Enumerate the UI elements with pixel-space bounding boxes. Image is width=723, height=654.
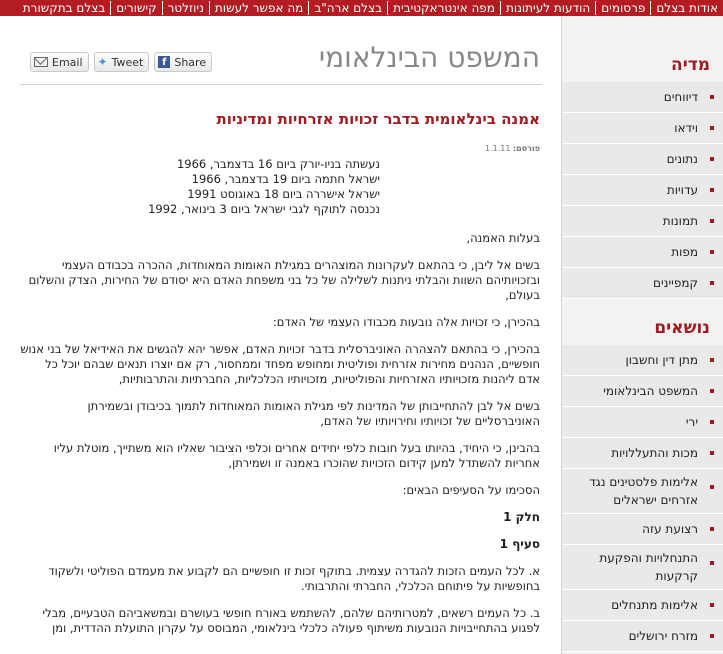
media-list [562, 82, 723, 299]
sidebar-item-label: אלימות פלסטינים נגד אזרחים ישראלים [589, 475, 698, 507]
sidebar [561, 16, 723, 654]
tweet-label: Tweet [111, 55, 144, 69]
sidebar-item[interactable] [562, 407, 723, 438]
envelope-icon [34, 57, 48, 67]
sidebar-item-label: מפות [671, 245, 698, 259]
tweet-button[interactable] [94, 52, 150, 72]
topnav-link[interactable]: מה אפשר לעשות [209, 1, 308, 15]
sidebar-item[interactable] [562, 438, 723, 469]
facebook-label: Share [174, 55, 207, 69]
article-body [20, 157, 542, 636]
facebook-icon: f [158, 56, 170, 68]
bullet-icon [710, 420, 714, 424]
sidebar-item-label: אלימות מתנחלים [611, 598, 698, 612]
sidebar-item[interactable] [562, 237, 723, 268]
sidebar-item[interactable] [562, 590, 723, 621]
topnav-link[interactable]: אודות בצלם [650, 1, 723, 15]
topnav-link[interactable]: בצלם ארה"ב [308, 1, 387, 15]
intro-line: נעשתה בניו-יורק ביום 16 בדצמבר, 1966 [176, 157, 380, 171]
sidebar-item-label: מכות והתעללויות [611, 446, 698, 460]
paragraph: בהכירן, כי בהתאם להצהרה האוניברסלית בדבר זכויות האדם, אפשר יהא להגשים את האידיאל של בני אנוש חופשיים, הנהנים מחירות אזרחית ופוליטית ומחופש מפחד וממחסור, רק אם יוצרו תנאים שבהם יוכל כל אדם ליהנות מזכויותיו האזרחיות והפוליטיות, מזכויותיו הכלכליות, החברתיות והתרבותיות, [20, 342, 540, 386]
publish-label: פורסם: [512, 144, 540, 153]
email-label: Email [52, 55, 83, 69]
sidebar-item[interactable] [562, 268, 723, 299]
email-share-button[interactable] [30, 52, 89, 72]
treaty-dates [20, 157, 540, 217]
sidebar-item-label: דיווחים [663, 90, 698, 104]
intro-line: נכנסה לתוקף לגבי ישראל ביום 3 בינואר, 1992 [148, 202, 380, 216]
bullet-icon [710, 126, 714, 130]
sidebar-item[interactable] [562, 82, 723, 113]
sidebar-item-label: רצועת עזה [642, 522, 698, 536]
twitter-bird-icon: ✦ [97, 55, 108, 69]
sidebar-item[interactable] [562, 469, 723, 514]
sidebar-item-label: קמפיינים [653, 276, 698, 290]
paragraph: א. לכל העמים הזכות להגדרה עצמית. בתוקף זכות זו חופשיים הם לקבוע את מעמדם הפוליטי ולשקוד בחופשיות על פיתוחם הכלכלי, החברתי והתרבותי. [48, 564, 540, 593]
main-content [20, 16, 542, 648]
part-heading: חלק 1 [503, 510, 540, 524]
sidebar-item[interactable] [562, 113, 723, 144]
bullet-icon [710, 188, 714, 192]
sidebar-item-label: וידאו [674, 121, 698, 135]
top-navigation [0, 0, 723, 16]
bullet-icon [710, 485, 714, 489]
bullet-icon [710, 527, 714, 531]
sidebar-item[interactable] [562, 175, 723, 206]
facebook-share-button[interactable] [154, 52, 212, 72]
sidebar-item-label: ירי [685, 415, 698, 429]
paragraph: בהבינן, כי היחיד, בהיותו בעל חובות כלפי יחידים אחרים וכלפי הציבור שאליו הוא משתייך, מוטלת עליו אחריות להשתדל למען קידום הזכויות שהוכרו באמנה זו ושמירתן, [53, 441, 540, 470]
sidebar-item-label: התנחלויות והפקעת קרקעות [599, 551, 698, 583]
bullet-icon [710, 561, 714, 565]
bullet-icon [710, 358, 714, 362]
paragraph: בשים אל לבן להתחייבותן של המדינות לפי מגילת האומות המאוחדות לתמוך בכיבודן ובשמירתן האוניברסליים של זכויותיו וחירויותיו של האדם, [87, 399, 540, 428]
bullet-icon [710, 603, 714, 607]
sidebar-item[interactable] [562, 144, 723, 175]
share-buttons [30, 52, 212, 72]
bullet-icon [710, 389, 714, 393]
sidebar-item-label: תמונות [662, 214, 698, 228]
topics-list [562, 345, 723, 652]
topnav-link[interactable]: ניוזלטר [162, 1, 209, 15]
sidebar-item-label: המשפט הבינלאומי [603, 384, 698, 398]
paragraph: בשים אל ליבן, כי בהתאם לעקרונות המוצהרים במגילת האומות המאוחדות, ההכרה בכבודם העצמי ובזכויותיהם השוות והבלתי ניתנות לשלילה של כל בני משפחת האדם היא יסודם של החירות, הצדק והשלום בעולם, [28, 258, 540, 302]
publish-date: 1.1.11 [484, 144, 511, 153]
topnav-link[interactable]: מפה אינטראקטיבית [387, 1, 500, 15]
topnav-link[interactable]: בצלם בתקשורת [22, 1, 106, 15]
sidebar-item[interactable] [562, 376, 723, 407]
paragraph: בעלות האמנה, [466, 231, 540, 245]
page-title: המשפט הבינלאומי [318, 41, 540, 74]
bullet-icon [710, 95, 714, 99]
topnav-link[interactable]: הודעות לעיתונות [500, 1, 595, 15]
publish-info [20, 143, 540, 155]
sidebar-item-label: עדויות [666, 183, 698, 197]
sidebar-item-label: מתן דין וחשבון [625, 353, 698, 367]
sidebar-item[interactable] [562, 345, 723, 376]
bullet-icon [710, 250, 714, 254]
bullet-icon [710, 451, 714, 455]
paragraph: בהכירן, כי זכויות אלה נובעות מכבודו העצמי של האדם: [272, 315, 540, 329]
sidebar-item[interactable] [562, 206, 723, 237]
sidebar-item[interactable] [562, 545, 723, 590]
topnav-link[interactable]: פרסומים [595, 1, 650, 15]
sidebar-item[interactable] [562, 514, 723, 545]
intro-line: ישראל חתמה ביום 19 בדצמבר, 1966 [191, 172, 380, 186]
title-row [20, 16, 542, 85]
paragraph: הסכימו על הסעיפים הבאים: [402, 483, 540, 497]
topnav-link[interactable]: קישורים [110, 1, 161, 15]
bullet-icon [710, 219, 714, 223]
bullet-icon [710, 634, 714, 638]
bullet-icon [710, 157, 714, 161]
paragraph: ב. כל העמים רשאים, למטרותיהם שלהם, להשתמש באורח חופשי בעושרם ובמשאביהם הטבעיים, מבלי לפגוע בהתחייבויות הנובעות משיתוף פעולה כלכלי בינלאומי, המבוסס על עקרון התועלת ההדדית, ומן [42, 606, 540, 635]
article-title: אמנה בינלאומית בדבר זכויות אזרחיות ומדיניות [216, 110, 540, 128]
bullet-icon [710, 281, 714, 285]
sidebar-item-label: נתונים [666, 152, 698, 166]
intro-line: ישראל אישררה ביום 18 באוגוסט 1991 [187, 187, 380, 201]
topics-heading: נושאים [654, 318, 710, 338]
sidebar-item-label: מזרח ירושלים [628, 629, 698, 643]
section-heading: סעיף 1 [499, 537, 540, 551]
media-heading: מדיה [671, 55, 710, 75]
sidebar-item[interactable] [562, 621, 723, 652]
